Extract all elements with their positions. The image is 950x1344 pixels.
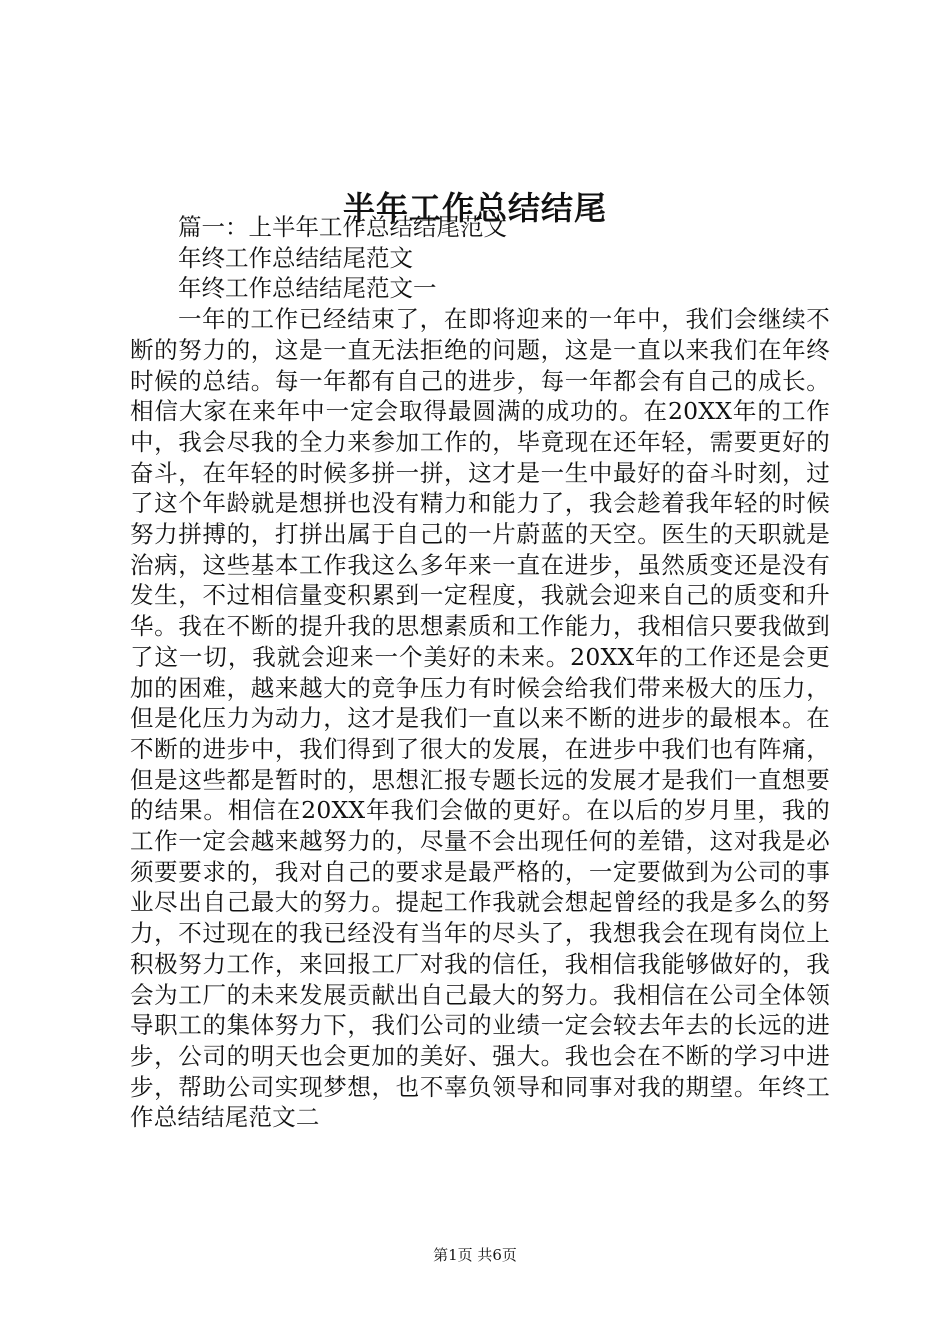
document-body (130, 212, 830, 1133)
body-paragraph: 一年的工作已经结束了，在即将迎来的一年中，我们会继续不断的努力的，这是一直无法拒绝的问题，这是一直以来我们在年终时候的总结。每一年都有自己的进步，每一年都会有自己的成长。相信大家在来年中一定会取得最圆满的成功的。在20XX年的工作中，我会尽我的全力来参加工作的，毕竟现在还年轻，需要更好的奋斗，在年轻的时候多拼一拼，这才是一生中最好的奋斗时刻，过了这个年龄就是想拼也没有精力和能力了，我会趁着我年轻的时候努力拼搏的，打拼出属于自己的一片蔚蓝的天空。医生的天职就是治病，这些基本工作我这么多年来一直在进步，虽然质变还是没有发生，不过相信量变积累到一定程度，我就会迎来自己的质变和升华。我在不断的提升我的思想素质和工作能力，我相信只要我做到了这一切，我就会迎来一个美好的未来。20XX年的工作还是会更加的困难，越来越大的竞争压力有时候会给我们带来极大的压力，但是化压力为动力，这才是我们一直以来不断的进步的最根本。在不断的进步中，我们得到了很大的发展，在进步中我们也有阵痛，但是这些都是暂时的，思想汇报专题长远的发展才是我们一直想要的结果。相信在20XX年我们会做的更好。在以后的岁月里，我的工作一定会越来越努力的，尽量不会出现任何的差错，这对我是必须要要求的，我对自己的要求是最严格的，一定要做到为公司的事业尽出自己最大的努力。提起工作我就会想起曾经的我是多么的努力，不过现在的我已经没有当年的尽头了，我想我会在现有岗位上积极努力工作，来回报工厂对我的信任，我相信我能够做好的，我会为工厂的未来发展贡献出自己最大的努力。我相信在公司全体领导职工的集体努力下，我们公司的业绩一定会较去年去的长远的进步，公司的明天也会更加的美好、强大。我也会在不断的学习中进步，帮助公司实现梦想，也不辜负领导和同事对我的期望。年终工作总结结尾范文二 (130, 305, 830, 1132)
document-title: 半年工作总结结尾 (342, 189, 607, 227)
heading-line-1: 篇一：上半年工作总结结尾范文 (178, 213, 507, 241)
heading-line-3: 年终工作总结结尾范文一 (178, 274, 437, 303)
heading-line-2: 年终工作总结结尾范文 (178, 243, 413, 272)
page-footer: 第1页 共6页 (433, 1246, 517, 1264)
